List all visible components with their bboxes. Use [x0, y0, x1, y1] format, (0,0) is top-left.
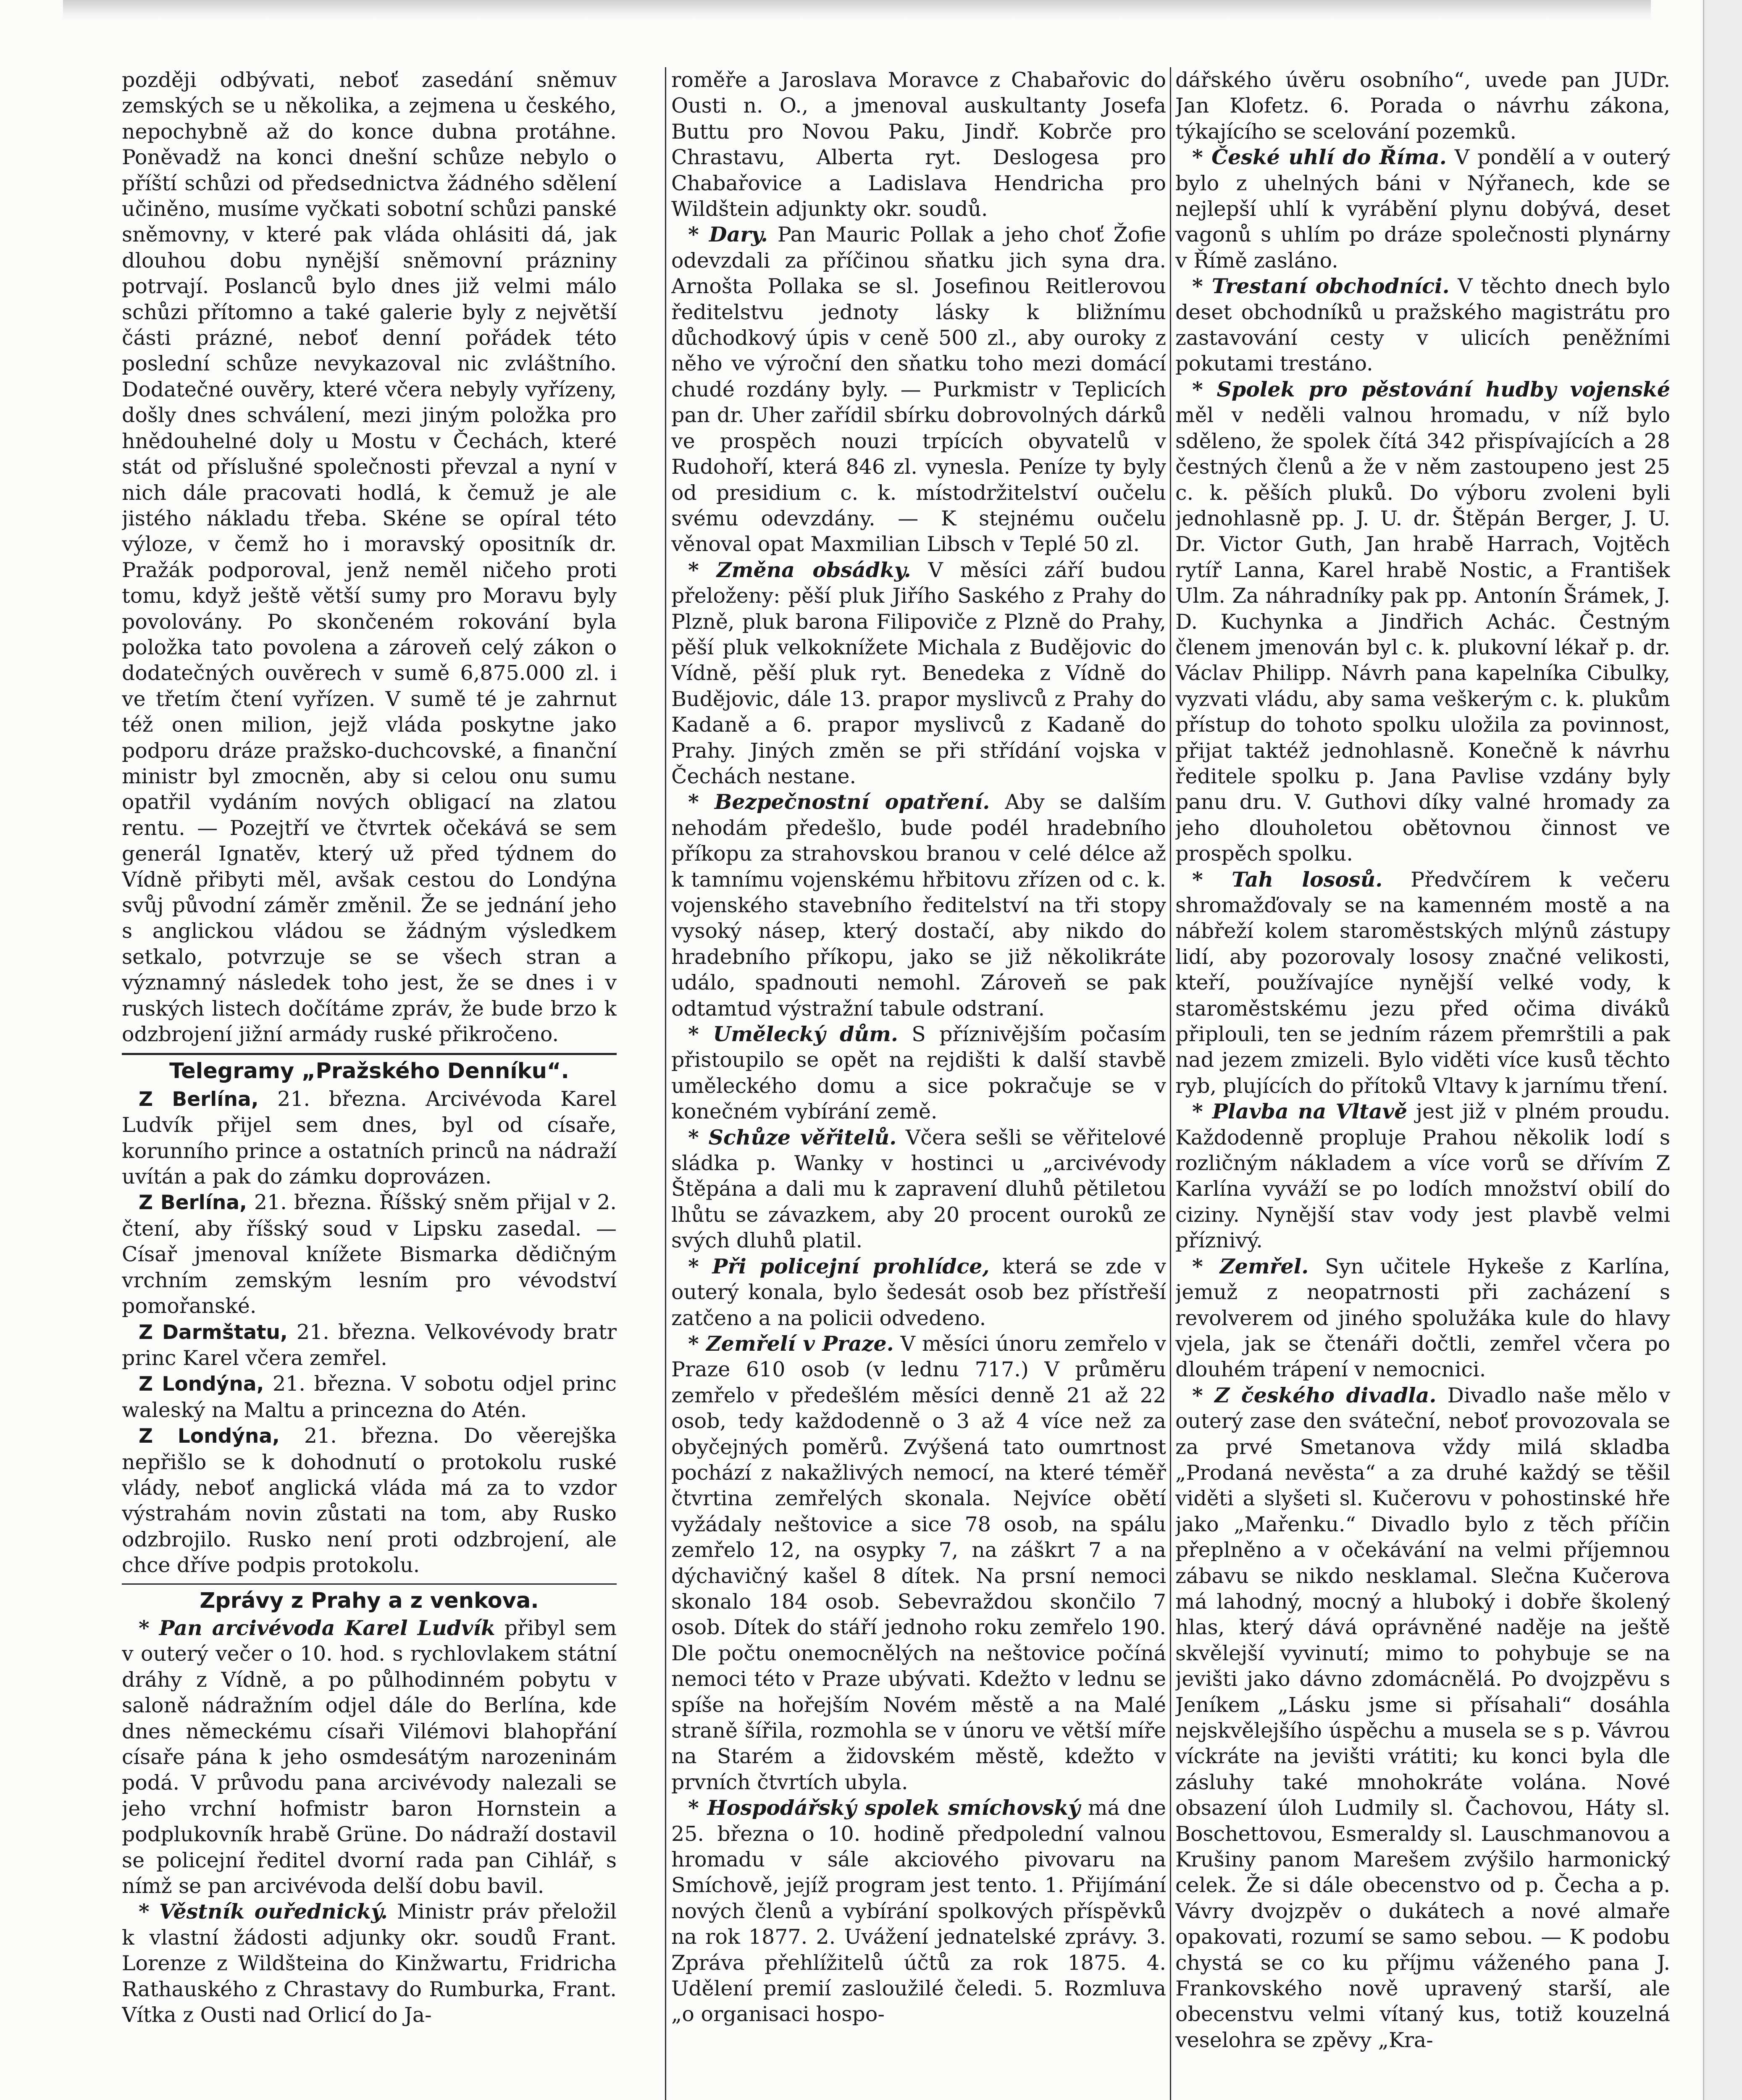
news-rubric: Umělecký dům.	[713, 1022, 898, 1047]
news-item	[1175, 377, 1670, 867]
bullet-star: *	[1192, 377, 1217, 402]
news-text: S příznivějším počasím přistoupilo se opět na rejdišti k další stavbě uměleckého domu a sice pokračuje se v konečném vybírání země.	[671, 1022, 1166, 1124]
news-rubric: Zemřel.	[1219, 1254, 1309, 1278]
telegram-item	[122, 1319, 617, 1371]
telegram-place: Z Darmštatu,	[139, 1320, 288, 1344]
telegram-place: Z Berlína,	[139, 1191, 247, 1215]
news-item	[671, 1795, 1166, 2027]
bullet-star: *	[1192, 1383, 1215, 1407]
news-item	[671, 789, 1166, 1021]
scan-shadow	[63, 0, 1651, 20]
telegram-text: 21. března. Velkovévody bratr princ Karel včera zemřel.	[122, 1320, 617, 1370]
news-text: V měsíci září budou přeloženy: pěší pluk Jiřího Saského z Prahy do Plzně, pluk barona Filipoviče z Plzně do Prahy, pěší pluk velkoknížete Michala z Budějovic do Vídně, pěší pluk ryt. Benedeka z Vídně do Budějovic, dále 13. prapor myslivců z Prahy do Kadaně a 6. prapor myslivců z Kadaně do Prahy. Jiných změn se při střídání vojska v Čechách nestane.	[671, 558, 1166, 788]
bullet-star: *	[1192, 1099, 1212, 1124]
news-rubric: Z českého divadla.	[1214, 1383, 1437, 1407]
news-text: Divadlo naše mělo v outerý zase den sváteční, neboť provozovala se za prvé Smetanova vždy milá skladba „Prodaná nevěsta“ a za druhé každý se těšil viděti a slyšeti sl. Kučerovu v pohostinské hře jako „Mařenku.“ Divadlo bylo z těch příčin přeplněno a v očekávání na velmi příjemnou zábavu se nikdo nesklamal. Slečna Kučerova má lahodný, mocný a hluboký i dobře školený hlas, který dává oprávněné naděje na ještě skvělejší vyvinutí; mimo to pohybuje se na jevišti jako dávno zdomácnělá. Po dvojzpěvu s Jeníkem „Lásku jsme si přísahali“ dosáhla nejskvělejšího úspěchu a musela se s p. Vávrou víckráte na jevišti vrátiti; ku konci byla dle zásluhy také mnohokráte volána. Nové obsazení úloh Ludmily sl. Čachovou, Háty sl. Boschettovou, Esmeraldy sl. Lauschmanovou a Krušiny panom Marešem zvýšilo harmonický celek. Že si dále obecenstvo od p. Čecha a p. Vávry dvojzpěv o dukátech a nové almaře opakovati, rozumí se samo sebou. — K podobu chystá se co ku příjmu váženého pana J. Frankovského nově upravený starší, ale obecenstvu velmi vítaný kus, totiž kouzelná veselohra se zpěvy „Kra-	[1175, 1383, 1670, 2052]
news-rubric: Trestaní obchodníci.	[1211, 274, 1450, 299]
news-text: Syn učitele Hykeše z Karlína, jemuž z neopatrnosti při zacházení s revolverem od jiného spolužáka kule do hlavy vjela, jak se čtenáři dočtli, zemřel včera po dlouhém trápení v nemocnici.	[1175, 1254, 1670, 1382]
telegram-item	[122, 1371, 617, 1423]
continued-paragraph: roměře a Jaroslava Moravce z Chabařovic do Ousti n. O., a jmenoval auskultanty Josefa Buttu pro Novou Paku, Jindř. Kobrče pro Chrastavu, Alberta ryt. Deslogesa pro Chabařovice a Ladislava Hendricha pro Wildštein adjunkty okr. soudů.	[671, 68, 1166, 221]
bullet-star: *	[688, 222, 709, 247]
telegram-item	[122, 1086, 617, 1190]
news-item	[122, 1615, 617, 1899]
news-item	[671, 1125, 1166, 1254]
news-item	[1175, 1254, 1670, 1383]
telegram-heading: Telegramy „Pražského Denníku“.	[169, 1059, 569, 1084]
news-heading: Zprávy z Prahy a z venkova.	[200, 1588, 539, 1613]
page-edge	[1703, 0, 1742, 2100]
bullet-star: *	[1192, 867, 1232, 892]
news-item	[671, 1254, 1166, 1331]
bullet-star: *	[1192, 1254, 1220, 1278]
section-divider	[122, 1053, 617, 1055]
news-rubric: Změna obsádky.	[716, 557, 911, 582]
continued-paragraph: dářského úvěru osobního“, uvede pan JUDr. Jan Klofetz. 6. Porada o návrhu zákona, týkajícího se scelování pozemků.	[1175, 68, 1670, 144]
telegram-item	[122, 1423, 617, 1578]
news-item	[1175, 1383, 1670, 2053]
news-text: Aby se dalším nehodám předešlo, bude podél hradebního příkopu za strahovskou branou v celé délce až k tamnímu vojenskému hřbitovu zřízen od c. k. vojenského stavebního ředitelství na tři stopy vysoký násep, který dostačí, aby nikdo do hradebního příkopu, jako se již několikráte událo, spadnouti nemohl. Zároveň se pak odtamtud výstražní tabule odstraní.	[671, 790, 1166, 1021]
telegram-item	[122, 1189, 617, 1319]
bullet-star: *	[688, 1022, 713, 1047]
telegram-place: Z Londýna,	[139, 1425, 280, 1448]
news-rubric: Spolek pro pěstování hudby vojenské	[1217, 377, 1670, 402]
news-text: Včera sešli se věřitelové sládka p. Wanky v hostinci u „arcivévody Štěpána a dali mu k zapravení dluhů pětiletou lhůtu se závazkem, aby 20 procent ouroků ze svých dluhů platil.	[671, 1125, 1166, 1253]
column-rule	[665, 67, 666, 2100]
news-rubric: Hospodářský spolek smíchovský	[707, 1796, 1080, 1820]
news-rubric: Věstník ouřednický.	[159, 1899, 388, 1924]
news-text: přibyl sem v outerý večer o 10. hod. s rychlovlakem státní dráhy z Vídně, a po půlhodinném pobytu v saloně nádražním odjel dále do Berlína, kde dnes německému císaři Vilémovi blahopřání císaře pána k jeho osmdesátým narozeninám podá. V průvodu pana arcivévody nalezali se jeho vrchní hofmistr baron Hornstein a podplukovník hrabě Grüne. Do nádraží dostavil se policejní ředitel dvorní rada pan Cihlář, s nímž se pan arcivévoda delší dobu bavil.	[122, 1616, 617, 1898]
column-rule	[1170, 67, 1171, 2100]
news-rubric: Dary.	[709, 222, 768, 247]
bullet-star: *	[139, 1899, 160, 1924]
news-text: V pondělí a v outerý bylo z uhelných báni v Nýřanech, kde se nejlepší uhlí k vyrábění plynu dobývá, deset vagonů s uhlím po dráze společnosti plynárny v Římě zasláno.	[1175, 145, 1670, 273]
bullet-star: *	[688, 1254, 712, 1278]
telegram-text: 21. března. Říšský sněm přijal v 2. čtení, aby říšský soud v Lipsku zasedal. — Císař jmenoval knížete Bismarka dědičným vrchním zemským lesním pro vévodství pomořanské.	[122, 1190, 617, 1318]
bullet-star: *	[688, 1331, 706, 1356]
news-rubric: Zemřelí v Praze.	[706, 1331, 894, 1356]
news-item	[671, 222, 1166, 557]
news-item	[671, 1331, 1166, 1795]
parliament-paragraph: později odbývati, neboť zasedání sněmuv zemských se u několika, a zejmena u českého, nepochybně až do konce dubna protáhne. Poněvadž na konci dnešní schůze nebylo o příští schůzi od předsednictva žádného sdělení učiněno, musíme vyčkati sobotní schůzi panské sněmovny, v které pak vláda ohlásiti dá, jak dlouhou dobu nynější sněmovní prázniny potrvají. Poslanců bylo dnes již velmi málo schůzi přítomno a také galerie byly z největší části prázné, neboť denní pořádek této poslední schůze nevykazoval nic zvláštního. Dodatečné ouvěry, které včera nebyly vyřízeny, došly dnes schválení, mezi jiným položka pro hnědouhelné doly u Mostu v Čechách, které stát od příslušné společnosti převzal a nyní v nich dále pracovati hodlá, k čemuž je ale jistého nákladu třeba. Skéne se opíral této výloze, v čemž ho i moravský opositník dr. Pražák podporoval, jenž neměl ničeho proti tomu, když ještě větší sumy pro Moravu byly povolovány. Po skončeném rokování byla položka tato povolena a zároveň celý zákon o dodatečných ouvěrech v sumě 6,875.000 zl. i ve třetím čtení vyřízen. V sumě té je zahrnut též onen milion, jejž vláda poskytne jako podporu dráze pražsko-duchcovské, a finanční ministr byl zmocněn, aby si celou onu sumu opatřil vydáním nových obligací na zlatou rentu. — Pozejtří ve čtvrtek očekává se sem generál Ignatěv, který už před týdnem do Vídně přibyti měl, avšak cestou do Londýna svůj původní záměr změnil. Že se jednání jeho s anglickou vládou se žádným výsledkem setkalo, potvrzuje se se všech stran a významný následek toho jest, že se dnes i v ruských listech dočítáme zpráv, že bude brzo k odzbrojení jižní armády ruské přikročeno.	[122, 68, 617, 1047]
news-item	[671, 557, 1166, 790]
telegram-text: 21. března. V sobotu odjel princ waleský na Maltu a princezna do Atén.	[122, 1372, 617, 1422]
news-rubric: Tah lososů.	[1231, 867, 1383, 892]
bullet-star: *	[688, 1125, 709, 1150]
bullet-star: *	[139, 1615, 159, 1640]
news-item	[122, 1899, 617, 2028]
news-text: Pan Mauric Pollak a jeho choť Žofie odevzdali za příčinou sňatku jich syna dra. Arnošta Pollaka se sl. Josefinou Reitlerovou ředitelstvu jednoty lásky k bližnímu důchodkový úpis v ceně 500 zl., aby ouroky z něho ve výroční den sňatku toho mezi domácí chudé rozdány byly. — Purkmistr v Teplicích pan dr. Uher zařídil sbírku dobrovolných dárků ve prospěch nouzi trpících obyvatelů v Rudohoří, která 846 zl. vynesla. Peníze ty byly od presidium c. k. místodržitelství oučelu svému odevzdány. — K stejnému oučelu věnoval opat Maxmilian Libsch v Teplé 50 zl.	[671, 223, 1166, 556]
news-text: V měsíci únoru zemřelo v Praze 610 osob (v lednu 717.) V průměru zemřelo v předešlém měsíci denně 21 až 22 osob, tedy každodenně o 3 až 4 více než za obyčejných poměrů. Zvýšená tato oumrtnost pochází z nakažlivých nemocí, na které téměř čtvrtina zemřelých skonala. Nejvíce obětí vyžádaly neštovice a sice 78 osob, na spálu zemřelo 12, na osypky 7, na záškrt 7 a na dýchavičný kašel 8 dítek. Na prsní nemoci skonalo 184 osob. Sebevraždou skončilo 7 osob. Dítek do stáří jednoho roku zemřelo 190. Dle počtu onemocnělých na neštovice počíná nemoci této v Praze ubývati. Kdežto v lednu se spíše na hořejším Novém městě a na Malé straně šířila, rozmohla se v únoru ve větší míře na Starém a židovském městě, kdežto v prvních čtvrtích ubyla.	[671, 1331, 1166, 1794]
news-rubric: České uhlí do Říma.	[1211, 145, 1447, 170]
news-rubric: Bezpečnostní opatření.	[714, 790, 990, 814]
news-text: Předvčírem k večeru shromažďovaly se na kamenném mostě a na nábřeží kolem staroměstských mlýnů zástupy lidí, aby pozorovaly lososy značné velikosti, kteří, používajíce nynější velké vody, k staroměstskému jezu před očima diváků připlouli, ten se jedním rázem přemrštili a pak nad jezem zmizeli. Bylo viděti více kusů těchto ryb, plujících do přítoků Vltavy k jarnímu tření.	[1175, 867, 1670, 1098]
news-item	[1175, 1099, 1670, 1253]
telegram-text: 21. března. Do věerejška nepřišlo se k dohodnutí o protokolu ruské vlády, neboť anglická vláda má za to vzdor výstrahám novin zůstati na tom, aby Rusko odzbrojilo. Rusko není proti odzbrojení, ale chce dříve podpis protokolu.	[122, 1424, 617, 1578]
news-rubric: Plavba na Vltavě	[1212, 1099, 1408, 1124]
bullet-star: *	[688, 1796, 707, 1820]
news-item	[1175, 273, 1670, 377]
news-text: jest již v plném proudu. Každodenně propluje Prahou několik lodí s rozličným nákladem a více vorů se dřívím Z Karlína vyváží se po lodích množství obilí do ciziny. Nynější stav vody jest plavbě velmi příznivý.	[1175, 1100, 1670, 1253]
news-text: Ministr práv přeložil k vlastní žádosti adjunky okr. soudů Frant. Lorenze z Wildšteina do Kinžwartu, Fridricha Rathauského z Chrastavy do Rumburka, Frant. Vítka z Ousti nad Orlicí do Ja-	[122, 1900, 617, 2027]
telegram-place: Z Londýna,	[139, 1373, 264, 1396]
news-rubric: Při policejní prohlídce,	[712, 1254, 990, 1278]
news-rubric: Pan arcivévoda Karel Ludvík	[159, 1615, 496, 1640]
news-text: V těchto dnech bylo deset obchodníků u pražského magistrátu pro zastavování cesty v ulicích peněžními pokutami trestáno.	[1175, 274, 1670, 376]
news-text: měl v neděli valnou hromadu, v níž bylo sděleno, že spolek čítá 342 přispívajících a 28 čestných členů a že v něm zastoupeno jest 25 c. k. pěších pluků. Do výboru zvoleni byli jednohlasně pp. J. U. dr. Štěpán Berger, J. U. Dr. Victor Guth, Jan hrabě Harrach, Vojtěch rytíř Lanna, Karel hrabě Nostic, a František Ulm. Za náhradníky pak pp. Antonín Šrámek, J. D. Kuchynka a Jindřich Achác. Čestným členem jmenován byl c. k. plukovní lékař p. dr. Václav Philipp. Návrh pana kapelníka Cibulky, vyzvati vládu, aby sama veškerým c. k. plukům přístup do tohoto spolku uložila za povinnost, přijat taktéž jednohlasně. Konečně k návrhu ředitele spolku p. Jana Pavlise vzdány byly panu dru. V. Guthovi díky valné hromady za jeho dlouholetou obětovnou činnost ve prospěch spolku.	[1175, 403, 1670, 866]
column-1	[122, 67, 617, 2100]
bullet-star: *	[1192, 145, 1212, 170]
news-item	[1175, 867, 1670, 1099]
bullet-star: *	[1192, 274, 1212, 299]
news-rubric: Schůze věřitelů.	[708, 1125, 897, 1150]
bullet-star: *	[688, 557, 717, 582]
telegram-place: Z Berlína,	[139, 1087, 259, 1111]
bullet-star: *	[688, 790, 715, 814]
news-item	[1175, 144, 1670, 273]
column-3	[1175, 67, 1670, 2100]
column-2	[671, 67, 1166, 2100]
news-text: která se zde v outerý konala, bylo šedesát osob bez přístřeší zatčeno a na policii odvedeno.	[671, 1254, 1166, 1330]
telegram-text: 21. března. Arcivévoda Karel Ludvík přijel sem dnes, byl od císaře, korunního prince a ostatních princů na nádraží uvítán a pak do zámku doprovázen.	[122, 1087, 617, 1189]
section-divider	[122, 1583, 617, 1585]
news-item	[671, 1021, 1166, 1125]
news-text: má dne 25. března o 10. hodině předpolední valnou hromadu v sále akciového pivovaru na Smíchově, jejíž program jest tento. 1. Přijímání nových členů a vybírání spolkových příspěvků na rok 1877. 2. Uvážení jednatelské zprávy. 3. Zpráva přehlížitelů účtů za rok 1875. 4. Udělení premií zasloužilé čeledi. 5. Rozmluva „o organisaci hospo-	[671, 1796, 1166, 2026]
